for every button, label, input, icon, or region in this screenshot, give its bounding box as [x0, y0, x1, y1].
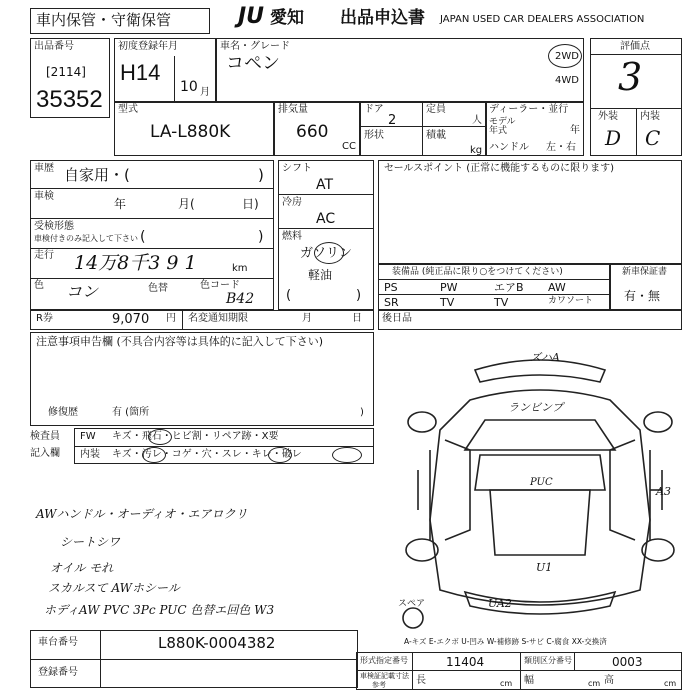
color-label: 色 [34, 280, 44, 291]
shift-value: AT [316, 177, 334, 193]
int-items: キズ・汚レ・コゲ・穴・スレ・キレ・破レ [112, 449, 302, 460]
dims-label-2: 参考 [372, 681, 386, 689]
equip-item-row1: エアB [494, 281, 524, 294]
equipment-label: 装備品 (純正品に限り○をつけてください) [392, 267, 563, 277]
load-label: 積載 [426, 130, 446, 141]
receipt-open: ( [140, 229, 146, 245]
fw-items: キズ・飛石・ヒビ割・リペア跡・X要 [112, 431, 279, 442]
fuel-close: ) [356, 288, 362, 303]
inspector-label-2: 記入欄 [30, 448, 60, 459]
reg-divider [174, 56, 175, 102]
equip-item-row2: TV [494, 296, 509, 309]
int-label: 内装 [640, 111, 660, 122]
repair-label: 修復歴 [48, 407, 78, 418]
color-code-label: 色コード [200, 280, 240, 291]
year-unit: 年 [570, 125, 580, 136]
form-id-v1 [412, 652, 413, 690]
height-unit: cm [664, 679, 677, 688]
history-label: 車歴 [34, 163, 54, 174]
drive-2wd: 2WD [555, 51, 579, 62]
category-label: 類別区分番号 [524, 656, 572, 665]
color-value: コン [66, 282, 99, 301]
mileage-value: 14万8千3 9 1 [74, 252, 197, 274]
color-code-value: B42 [226, 291, 255, 307]
fuel-gas: ガソリン [300, 246, 353, 261]
model-name: コペン [226, 53, 280, 74]
handwritten-note: オイル モれ [50, 561, 114, 575]
diagram-bottom-note-1: U1 [536, 561, 553, 574]
notice-month: 月 [302, 313, 312, 324]
fw-circle [148, 429, 172, 445]
sales-point-label: セールスポイント (正常に機能するものに限ります) [384, 163, 615, 174]
cap-label: 定員 [426, 104, 446, 115]
warranty-value: 有・無 [624, 289, 661, 303]
form-id-v2 [520, 652, 521, 690]
chassis-value: L880K-0004382 [158, 634, 276, 652]
grade-label: 評価点 [620, 41, 650, 52]
equip-line [378, 279, 610, 280]
reg-era: H14 [120, 60, 161, 85]
info-line-4 [30, 278, 274, 279]
sales-point-box [378, 160, 682, 264]
diagram-right-note: A3 [656, 485, 671, 498]
ext-label: 外装 [598, 111, 618, 122]
handwritten-note: ホディAW PVC 3Pc PUC 色替エ回色 W3 [44, 603, 275, 617]
recycle-value: 9,070 [112, 312, 150, 327]
fuel-gas-circle [314, 242, 344, 264]
cap-unit: 人 [472, 115, 482, 126]
shaken-month: 月( [178, 197, 195, 211]
mileage-label: 走行 [34, 250, 54, 261]
form-id-line [356, 670, 682, 671]
inspector-label-1: 検査員 [30, 431, 60, 442]
shape-label: 形状 [364, 130, 384, 141]
int-circle-3 [332, 447, 362, 463]
door-vdivider [422, 102, 423, 156]
chassis-label: 車台番号 [38, 637, 78, 648]
repair-close: ) [360, 407, 364, 418]
color-change-label: 色替 [148, 283, 168, 294]
rear-box [378, 310, 682, 330]
dealer-label: ディーラー・並行 [489, 104, 569, 115]
grade-mid [636, 108, 637, 156]
shaken-day: 日) [242, 197, 259, 211]
inspector-line [74, 446, 374, 447]
recycle-unit: 円 [166, 313, 176, 324]
form-title: 出品申込書 [340, 8, 425, 28]
reg-month-unit: 月 [200, 87, 210, 98]
equip-item-row2: SR [384, 296, 399, 309]
diagram-mid-note: ランビンプ [508, 401, 563, 414]
handle-value: 左・右 [546, 142, 576, 153]
diagram-bottom-note-2: UA2 [488, 597, 512, 610]
mech-line-2 [278, 228, 374, 229]
shaken-year: 年 [114, 197, 127, 211]
receipt-label: 受検形態 [34, 221, 74, 232]
reg-month: 10 [180, 79, 198, 95]
length-unit: cm [500, 679, 513, 688]
mileage-unit: km [232, 263, 248, 274]
drive-4wd: 4WD [555, 75, 579, 86]
warranty-label: 新車保証書 [622, 267, 668, 277]
storage-label: 車内保管・守衛保管 [36, 11, 172, 29]
fuel-label: 燃料 [282, 231, 302, 242]
equip-item-row2: カワソート [548, 296, 594, 306]
type-value: LA-L880K [150, 122, 231, 142]
info-line-3 [30, 248, 274, 249]
history-close: ) [258, 166, 264, 184]
equip-item-row2: TV [440, 296, 455, 309]
type-label: 型式 [118, 104, 138, 115]
model-year-label: モデル年式 [489, 117, 516, 136]
width-label: 幅 [524, 675, 534, 686]
fw-label: FW [80, 431, 96, 442]
chassis-vline [100, 630, 101, 688]
recycle-divider [182, 310, 183, 330]
history-value: 自家用・( [64, 166, 130, 184]
diagram-top-note: ズハA [530, 351, 560, 364]
fuel-open: ( [286, 288, 292, 303]
int-row-label: 内装 [80, 449, 100, 460]
door-label: ドア [364, 104, 384, 115]
handwritten-note: シートシワ [60, 535, 121, 549]
dims-label-1: 車検証記載寸法 [360, 672, 409, 680]
notice-label: 名変通知期限 [188, 313, 248, 324]
reg-label: 初度登録年月 [118, 41, 178, 52]
handwritten-note: AWハンドル・オーディオ・エアロクリ [36, 507, 248, 521]
equip-line-2 [378, 294, 610, 295]
length-label: 長 [416, 675, 426, 686]
diagram-center-note: PUC [530, 477, 553, 488]
repair-value: 有 (箇所 [112, 407, 150, 418]
handle-label: ハンドル [489, 142, 529, 153]
equip-item-row1: PS [384, 281, 398, 294]
form-id-v3 [574, 652, 575, 670]
ext-value: D [605, 126, 622, 150]
aircon-label: 冷房 [282, 197, 302, 208]
grade-value: 3 [618, 55, 643, 99]
fuel-diesel: 軽油 [308, 268, 333, 282]
model-label: 車名・グレード [220, 41, 290, 52]
receipt-sub: 車検付きのみ記入して下さい [34, 234, 138, 243]
disp-label: 排気量 [278, 104, 308, 115]
mech-line-1 [278, 194, 374, 195]
spare-label: スペア [398, 599, 426, 609]
shift-label: シフト [282, 163, 312, 174]
rear-label: 後日品 [382, 313, 412, 324]
disp-value: 660 [296, 122, 329, 142]
receipt-close: ) [258, 229, 264, 245]
recycle-label: R券 [36, 313, 53, 324]
int-circle-2 [268, 447, 292, 463]
equip-item-row1: AW [548, 281, 566, 294]
equip-item-row1: PW [440, 281, 458, 294]
handwritten-note: スカルスて AWホシール [48, 581, 180, 595]
chassis-line [30, 659, 358, 660]
info-line-1 [30, 188, 274, 189]
form-id-label: 形式指定番号 [360, 656, 408, 665]
aircon-value: AC [316, 211, 336, 227]
int-value: C [645, 126, 661, 150]
form-id-value: 11404 [446, 655, 485, 669]
door-value: 2 [388, 113, 397, 128]
category-value: 0003 [612, 655, 643, 669]
notes-label: 注意事項申告欄 (不具合内容等は具体的に記入して下さい) [36, 335, 324, 348]
ju-logo: JU [238, 4, 265, 29]
shaken-label: 車検 [34, 191, 54, 202]
disp-unit: CC [342, 141, 356, 152]
height-label: 高 [604, 675, 614, 686]
info-line-2 [30, 218, 274, 219]
int-circle-1 [142, 447, 166, 463]
org-name: 愛知 [270, 8, 304, 28]
load-unit: kg [470, 145, 483, 156]
form-subtitle: JAPAN USED CAR DEALERS ASSOCIATION [440, 14, 645, 25]
notice-day: 日 [352, 313, 362, 324]
width-unit: cm [588, 679, 601, 688]
damage-legend: A-キズ E-エクボ U-凹み W-補修跡 S-サビ C-腐食 XX-交換済 [404, 637, 607, 646]
registration-label: 登録番号 [38, 667, 78, 678]
lot-sub: [2114] [46, 65, 86, 79]
lot-number: 35352 [36, 86, 103, 113]
lot-label: 出品番号 [34, 41, 74, 52]
